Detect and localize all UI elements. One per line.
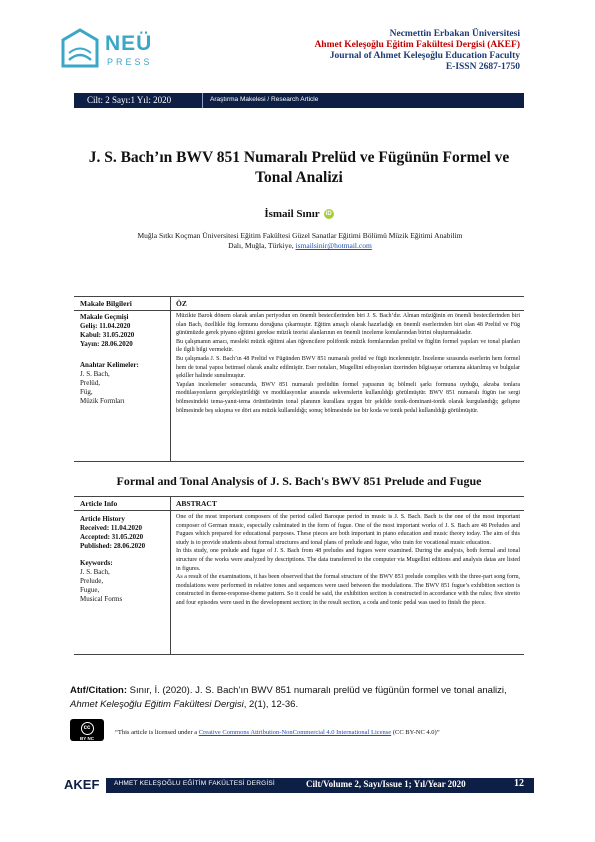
page-footer — [64, 777, 534, 794]
en-accepted: Accepted: 31.05.2020 — [80, 533, 144, 541]
en-keyword: Fugue, — [80, 586, 100, 594]
en-keywords-heading: Keywords: — [80, 559, 113, 567]
rule — [74, 310, 524, 311]
tr-keyword: Müzik Formları — [80, 397, 125, 405]
citation-journal: Ahmet Keleşoğlu Eğitim Fakültesi Dergisi — [70, 699, 244, 710]
tr-abstract-paragraph: Bu çalışmanın amacı, mesleki müzik eğitimi alan öğrencilere polifonik müzik formlarından prelüd ve füglün formel yapıları ve tonal planları ile ilgili bilgi vermektir. — [176, 338, 520, 354]
rule — [74, 654, 524, 655]
cc-icon: cc — [81, 722, 94, 735]
author-name: İsmail Sınır — [264, 208, 320, 220]
tr-received: Geliş: 11.04.2020 — [80, 322, 131, 330]
en-published: Published: 28.06.2020 — [80, 542, 146, 550]
en-keyword: Prelude, — [80, 577, 104, 585]
issue-info: Cilt: 2 Sayı:1 Yıl: 2020 — [87, 95, 172, 105]
author-line — [74, 208, 524, 220]
tr-abstract-paragraph: Müzikte Barok dönem olarak anılan periyodun en önemli bestecilerinden biri J. S. Bach’dır. Alman müziğinin en önemli bestecilerinden biri olan Bach, özellikle füg formunu doruğuna çıkarmıştır. Eğitim amaçlı olarak hazırladığı en önemli eserlerinden biri olan 48 Prelüd ve Füg günümüzde gerek piyano eğitimi gerekse müzik teorisi alanlarının en önemli inceleme konularından birini oluşturmaktadır. — [176, 313, 520, 337]
en-info-heading: Article Info — [80, 499, 118, 508]
footer-volume: Cilt/Volume 2, Sayı/Issue 1; Yıl/Year 2020 — [306, 779, 466, 789]
affiliation — [90, 231, 510, 251]
en-abstract-paragraph: As a result of the examinations, it has been observed that the formal structure of the BWV 851 prelude complies with the three-part song form, modulations were performed in relative tones and sequences were used between the modulations. The BWV 851 fugue’s exhibition section is constructed in theme-response-theme pattern. So it could be said, the exhibition section is constructed in accordance with the rules; five stretto and four episodes were used in the development section; in the result section, a coda and tonic pedal was used to finish the piece. — [176, 574, 520, 606]
affiliation-line-2: Dalı, Muğla, Türkiye, — [228, 241, 294, 250]
rule — [74, 510, 524, 511]
license-link[interactable]: Creative Commons Attribution-NonCommercial 4.0 International License — [198, 729, 392, 736]
en-received: Received: 11.04.2020 — [80, 524, 143, 532]
footer-logo: AKEF — [64, 777, 100, 792]
en-abstract-paragraph: In this study, one prelude and fugue of J. S. Bach from 48 preludes and fugues were examined. During the analysis, both formal and tonal structure of the works were analyzed by descriptions. The data transferred to the computer via Mugellini editions and analysis datas are listed in figures. — [176, 548, 520, 572]
university-name: Necmettin Erbakan Üniversitesi — [389, 29, 520, 39]
logo-subtitle: PRESS — [107, 57, 153, 67]
bar-divider — [202, 93, 203, 108]
rule — [74, 296, 524, 297]
english-title: Formal and Tonal Analysis of J. S. Bach's BWV 851 Prelude and Fugue — [116, 474, 482, 488]
rule — [74, 461, 524, 462]
logo-name: NEÜ — [105, 32, 153, 55]
tr-abstract-body — [176, 312, 520, 415]
tr-published: Yayın: 28.06.2020 — [80, 340, 133, 348]
tr-article-info — [80, 313, 166, 406]
orcid-icon[interactable]: iD — [325, 211, 332, 218]
column-divider — [170, 496, 171, 654]
en-keyword: Musical Forms — [80, 595, 123, 603]
journal-header — [314, 29, 520, 73]
journal-name-tr: Ahmet Keleşoğlu Eğitim Fakültesi Dergisi (AKEF) — [314, 40, 520, 50]
license-suffix: (CC BY-NC 4.0)” — [391, 729, 440, 736]
tr-abstract-paragraph: Yapılan incelemeler sonucunda, BWV 851 numaralı prelüdün formel yapısının üç bölmeli şarkı formuna uyduğu, akraba tonlara modülasyonların gerçekleştirildiği ve modülasyonlar arasında sekvenslerin kullanıldığı görülmüştür. BWV 851 numaralı fügün ise sergi bölmesindeki tema-yanıt-tema örüntüsünün tonal planının kurallara uygun bir şekilde tonik-dominant-tonik olarak kurgulandığı; gelişme bölmesinde beş sıkışma ve dört ara müzik kullanıldığı; sonuç bölmesinde ise bir koda ve tonik pedal kullanıldığı görülmüştür. — [176, 381, 520, 414]
issn: E-ISSN 2687-1750 — [445, 62, 520, 72]
tr-keyword: Füg, — [80, 388, 93, 396]
tr-keywords-heading: Anahtar Kelimeler: — [80, 361, 139, 369]
en-abstract-body — [176, 513, 520, 608]
citation-label: Atıf/Citation: — [70, 685, 127, 696]
rule — [74, 496, 524, 497]
en-keyword: J. S. Bach, — [80, 568, 110, 576]
license-prefix: “This article is licensed under a — [115, 729, 199, 736]
cc-license-badge[interactable] — [70, 719, 104, 741]
column-divider — [170, 296, 171, 461]
tr-abstract-heading: ÖZ — [176, 299, 187, 308]
issue-bar — [74, 93, 524, 108]
article-title: J. S. Bach’ın BWV 851 Numaralı Prelüd ve Fügünün Formel ve Tonal Analizi — [88, 149, 510, 186]
affiliation-line-1: Muğla Sıtkı Koçman Üniversitesi Eğitim Fakültesi Güzel Sanatlar Eğitimi Bölümü Müzik Eğitimi Anabilim — [137, 231, 463, 240]
tr-info-heading: Makale Bilgileri — [80, 299, 132, 308]
article-type: Araştırma Makelesi / Research Article — [210, 96, 319, 103]
citation-pages: (1), 12-36. — [254, 699, 299, 710]
journal-name-en: Journal of Ahmet Keleşoğlu Education Faculty — [329, 51, 520, 61]
book-logo-icon — [59, 26, 101, 70]
tr-abstract-paragraph: Bu çalışmada J. S. Bach’ın 48 Prelüd ve Fügünden BWV 851 numaralı prelüd ve fügü incelenmiştir. İnceleme sırasında eserlerin hem formel hem de tonal yapısı betimsel olarak analiz edilmiştir. Eser notaları, Mugellini edisyonları üzerinden bilgisayar ortamına aktarılmış ve bulgular şekiller halinde sunulmuştur. — [176, 355, 520, 380]
citation-text: Sınır, İ. (2020). J. S. Bach’ın BWV 851 numaralı prelüd ve fügünün formel ve tonal analizi, — [127, 685, 507, 696]
en-article-info — [80, 515, 166, 604]
tr-keyword: J. S. Bach, — [80, 370, 110, 378]
license-text — [115, 729, 535, 736]
footer-journal: AHMET KELEŞOĞLU EĞİTİM FAKÜLTESİ DERGİSİ — [114, 780, 275, 787]
en-history-heading: Article History — [80, 515, 125, 523]
press-logo — [59, 26, 179, 72]
page-number: 12 — [514, 778, 524, 789]
author-email-link[interactable]: ismailsinir@hotmail.com — [295, 241, 372, 250]
en-abstract-heading: ABSTRACT — [176, 499, 217, 508]
cc-badge-label: BY NC — [80, 736, 94, 741]
tr-history-heading: Makale Geçmişi — [80, 313, 129, 321]
citation-volume-sep: , 2 — [243, 699, 255, 710]
citation — [70, 684, 530, 712]
en-abstract-paragraph: One of the most important composers of the period called Baroque period in music is J. S. Bach. Bach is the one of the most important composer of German music, especially culminated in the form of fugue. One of the most important works of J. S. Bach are 48 Preludes and Fugues which prepared for educational purposes. These pieces are both important in piano education and music theory today. The aim of this study is to provide students about formal structures and tonal plans of prelude and fugue, who train for vocational music education. — [176, 514, 520, 546]
tr-keyword: Prelüd, — [80, 379, 101, 387]
tr-accepted: Kabul: 31.05.2020 — [80, 331, 135, 339]
